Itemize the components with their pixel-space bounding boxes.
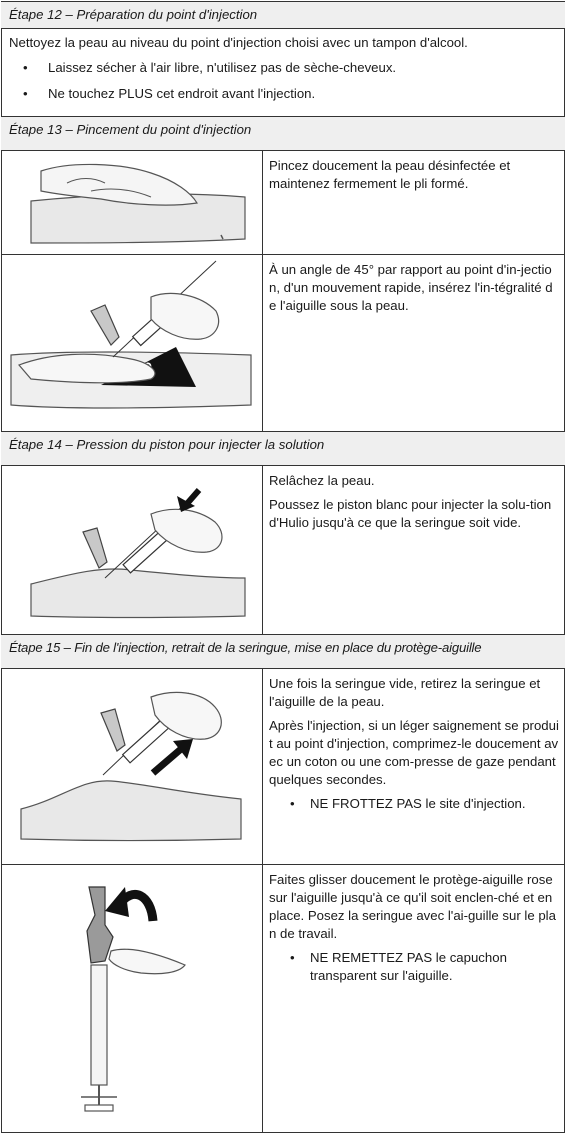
list-item: • Ne touchez PLUS cet endroit avant l'injection. — [1, 85, 557, 103]
remove-text-cell — [264, 669, 565, 825]
list-item: • NE REMETTEZ PAS le capuchon transparent sur l'aiguille. — [264, 949, 559, 985]
guard-illustration — [1, 865, 263, 1133]
push-text-cell — [264, 466, 565, 544]
pinch-illustration — [1, 151, 263, 254]
step15-heading: Étape 15 – Fin de l'injection, retrait de la seringue, mise en place du protège-aiguille — [1, 635, 565, 669]
step12-content — [1, 29, 565, 117]
list-item: • Laissez sécher à l'air libre, n'utilisez pas de sèche-cheveux. — [1, 59, 557, 77]
pinch-text: Pincez doucement la peau désinfectée et maintenez fermement le pli formé. — [269, 158, 511, 191]
insert-text: À un angle de 45° par rapport au point d'in-jection, d'un mouvement rapide, insérez l'in-tégralité de l'aiguille sous la peau. — [269, 262, 553, 313]
push-illustration — [1, 466, 263, 634]
list-item: • NE FROTTEZ PAS le site d'injection. — [264, 795, 559, 813]
remove-illustration — [1, 669, 263, 864]
cap-bullet-list — [264, 949, 559, 985]
step13-pinch-row — [1, 151, 565, 255]
guard-text-cell — [264, 865, 565, 997]
step14-push-row — [1, 466, 565, 635]
rub-bullet-list — [264, 795, 559, 813]
step14-heading: Étape 14 – Pression du piston pour injecter la solution — [1, 432, 565, 466]
step13-heading: Étape 13 – Pincement du point d'injection — [1, 117, 565, 151]
step12-heading: Étape 12 – Préparation du point d'injection — [1, 2, 565, 29]
push-text: Poussez le piston blanc pour injecter la solu-tion d'Hulio jusqu'à ce que la seringue soit vide. — [269, 497, 552, 530]
step13-insert-row — [1, 255, 565, 432]
pinch-text-cell — [264, 151, 565, 205]
remove-text: Une fois la seringue vide, retirez la seringue et l'aiguille de la peau. — [269, 676, 541, 709]
step15-remove-row — [1, 669, 565, 865]
release-text: Relâchez la peau. — [269, 473, 375, 488]
insert-text-cell — [264, 255, 565, 327]
step12-bullet-list — [1, 59, 557, 103]
bleed-text: Après l'injection, si un léger saignement se produit au point d'injection, comprimez-le doucement avec un coton ou une com-presse de gaze pendant quelques secondes. — [269, 718, 559, 787]
step15-guard-row — [1, 865, 565, 1133]
guard-text: Faites glisser doucement le protège-aiguille rose sur l'aiguille jusqu'à ce qu'il soit enclen-ché et en place. Posez la seringue avec l'ai-guille sur le plan de travail. — [269, 872, 556, 941]
step12-intro: Nettoyez la peau au niveau du point d'injection choisi avec un tampon d'alcool. — [9, 35, 468, 50]
insert-illustration — [1, 255, 263, 431]
